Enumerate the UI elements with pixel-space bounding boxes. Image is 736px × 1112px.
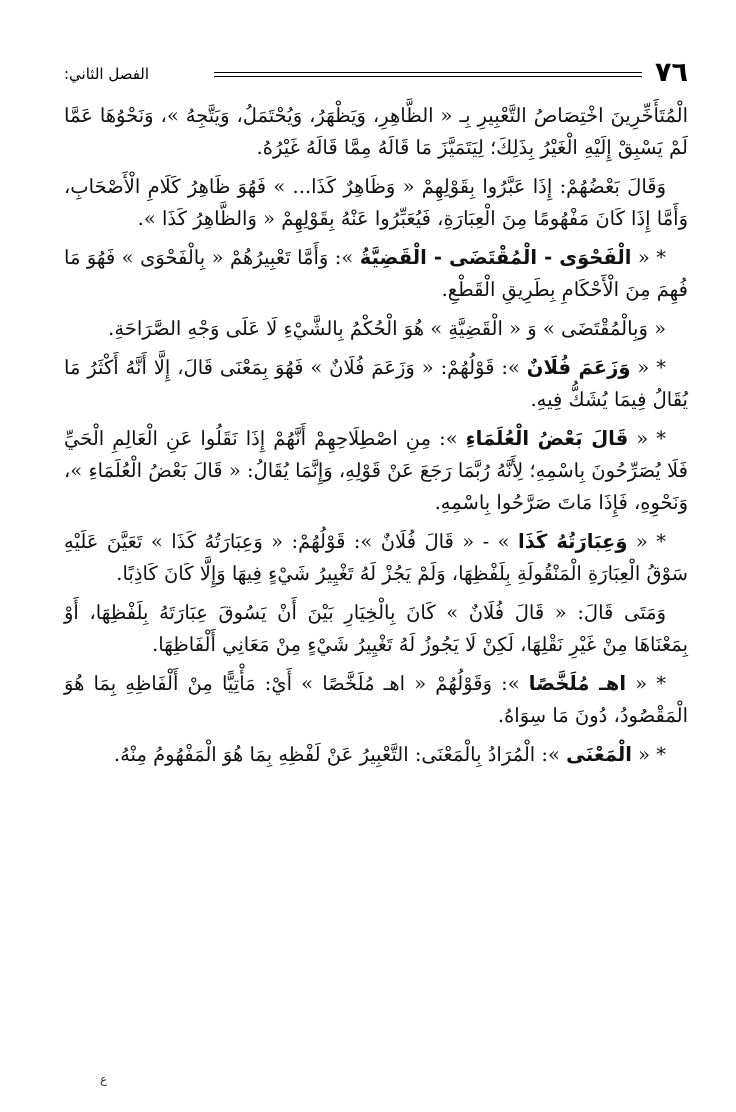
page-body — [64, 100, 688, 778]
term-heading: اهـ مُلَخَّصًا — [528, 672, 627, 695]
para-text: الْمُتَأَخِّرِينَ اخْتِصَاصُ التَّعْبِيرِ بِـ « الظَّاهِرِ، وَيَظْهَرُ، وَيُحْتَمَلُ، وَيَتَّجِهُ »، وَنَحْوُهَا عَمَّا لَمْ يَسْبِقْ إِلَيْهِ الْغَيْرُ بِذَلِكَ؛ لِيَتَمَيَّزَ مَا قَالَهُ مِمَّا قَالَهُ غَيْرُهُ. — [64, 104, 688, 159]
chapter-title: الفصل الثاني: — [64, 65, 150, 83]
term-heading: وَعِبَارَتُهُ كَذَا — [518, 530, 628, 553]
para-prefix: * « — [635, 672, 666, 695]
para-text: » - « قَالَ فُلَانٌ »: قَوْلُهُمْ: « وَعِبَارَتُهُ كَذَا » تَعَيَّنَ عَلَيْهِ سَوْقُ الْعِبَارَةِ الْمَنْقُولَةِ بِلَفْظِهَا، وَلَمْ يَجُزْ لَهُ تَغْيِيرُ شَيْءٍ فِيهَا وَإِلَّا كَانَ كَاذِبًا. — [64, 530, 688, 585]
paragraph-5 — [64, 352, 688, 416]
paragraph-10 — [64, 739, 688, 771]
paragraph-1 — [64, 100, 688, 164]
para-text: وَقَالَ بَعْضُهُمْ: إِذَا عَبَّرُوا بِقَوْلِهِمْ « وَظَاهِرٌ كَذَا... » فَهُوَ ظَاهِرُ كَلَامِ الْأَصْحَابِ، وَأَمَّا إِذَا كَانَ مَفْهُومًا مِنَ الْعِبَارَةِ، فَيُعَبِّرُوا عَنْهُ بِقَوْلِهِمْ « وَالظَّاهِرُ كَذَا ». — [64, 175, 688, 230]
para-text: « وَبِالْمُقْتَضَى » وَ « الْقَضِيَّةِ » هُوَ الْحُكْمُ بِالشَّيْءِ لَا عَلَى وَجْهِ الصَّرَاحَةِ. — [108, 317, 666, 340]
para-text: »: مِنِ اصْطِلَاحِهِمْ أَنَّهُمْ إِذَا نَقَلُوا عَنِ الْعَالِمِ الْحَيِّ فَلَا يُصَرِّحُونَ بِاسْمِهِ؛ لِأَنَّهُ رُبَّمَا رَجَعَ عَنْ قَوْلِهِ، وَإِنَّمَا يُقَالُ: « قَالَ بَعْضُ الْعُلَمَاءِ »، وَنَحْوِهِ، فَإِذَا مَاتَ صَرَّحُوا بِاسْمِهِ. — [64, 427, 688, 514]
para-text: »: وَقَوْلُهُمْ « اهـ مُلَخَّصًا » أَيْ: مَأْتِيًّا مِنْ أَلْفَاظِهِ بِمَا هُوَ الْمَقْصُودُ، دُونَ مَا سِوَاهُ. — [64, 672, 688, 727]
para-prefix: * « — [637, 246, 667, 269]
para-prefix: * « — [636, 427, 666, 450]
paragraph-4 — [64, 313, 688, 345]
paragraph-6 — [64, 423, 688, 519]
header-rule — [214, 72, 642, 77]
para-prefix: * « — [635, 530, 666, 553]
term-heading: الْمَعْنَى — [566, 743, 632, 766]
para-text: »: وَأَمَّا تَعْبِيرُهُمْ « بِالْفَحْوَى » فَهُوَ مَا فُهِمَ مِنَ الْأَحْكَامِ بِطَرِيقِ الْقَطْعِ. — [64, 246, 688, 301]
paragraph-3 — [64, 242, 688, 306]
term-heading: قَالَ بَعْضُ الْعُلَمَاءِ — [465, 427, 629, 450]
para-prefix: * « — [637, 356, 667, 379]
para-prefix: * « — [638, 743, 666, 766]
paragraph-9 — [64, 668, 688, 732]
para-text: »: قَوْلُهُمْ: « وَزَعَمَ فُلَانٌ » فَهُوَ بِمَعْنَى قَالَ، إِلَّا أَنَّهُ أَكْثَرُ مَا يُقَالُ فِيمَا يُشَكُّ فِيهِ. — [64, 356, 688, 411]
page-number: ٧٦ — [655, 57, 688, 88]
paragraph-8 — [64, 597, 688, 661]
para-text: »: الْمُرَادُ بِالْمَعْنَى: التَّعْبِيرُ عَنْ لَفْظِهِ بِمَا هُوَ الْمَفْهُومُ مِنْهُ. — [113, 743, 560, 766]
page-header — [64, 57, 688, 94]
term-heading: وَزَعَمَ فُلَانٌ — [526, 356, 631, 379]
footer-mark: ع — [100, 1072, 108, 1086]
paragraph-2 — [64, 171, 688, 235]
term-heading: الْفَحْوَى - الْمُقْتَضَى - الْقَضِيَّةُ — [359, 246, 632, 269]
para-text: وَمَتَى قَالَ: « قَالَ فُلَانٌ » كَانَ بِالْخِيَارِ بَيْنَ أَنْ يَسُوقَ عِبَارَتَهُ بِلَفْظِهَا، أَوْ بِمَعْنَاهَا مِنْ غَيْرِ نَقْلِهَا، لَكِنْ لَا يَجُوزُ لَهُ تَغْيِيرُ شَيْءٍ مِنْ مَعَانِي أَلْفَاظِهَا. — [64, 601, 688, 656]
paragraph-7 — [64, 526, 688, 590]
